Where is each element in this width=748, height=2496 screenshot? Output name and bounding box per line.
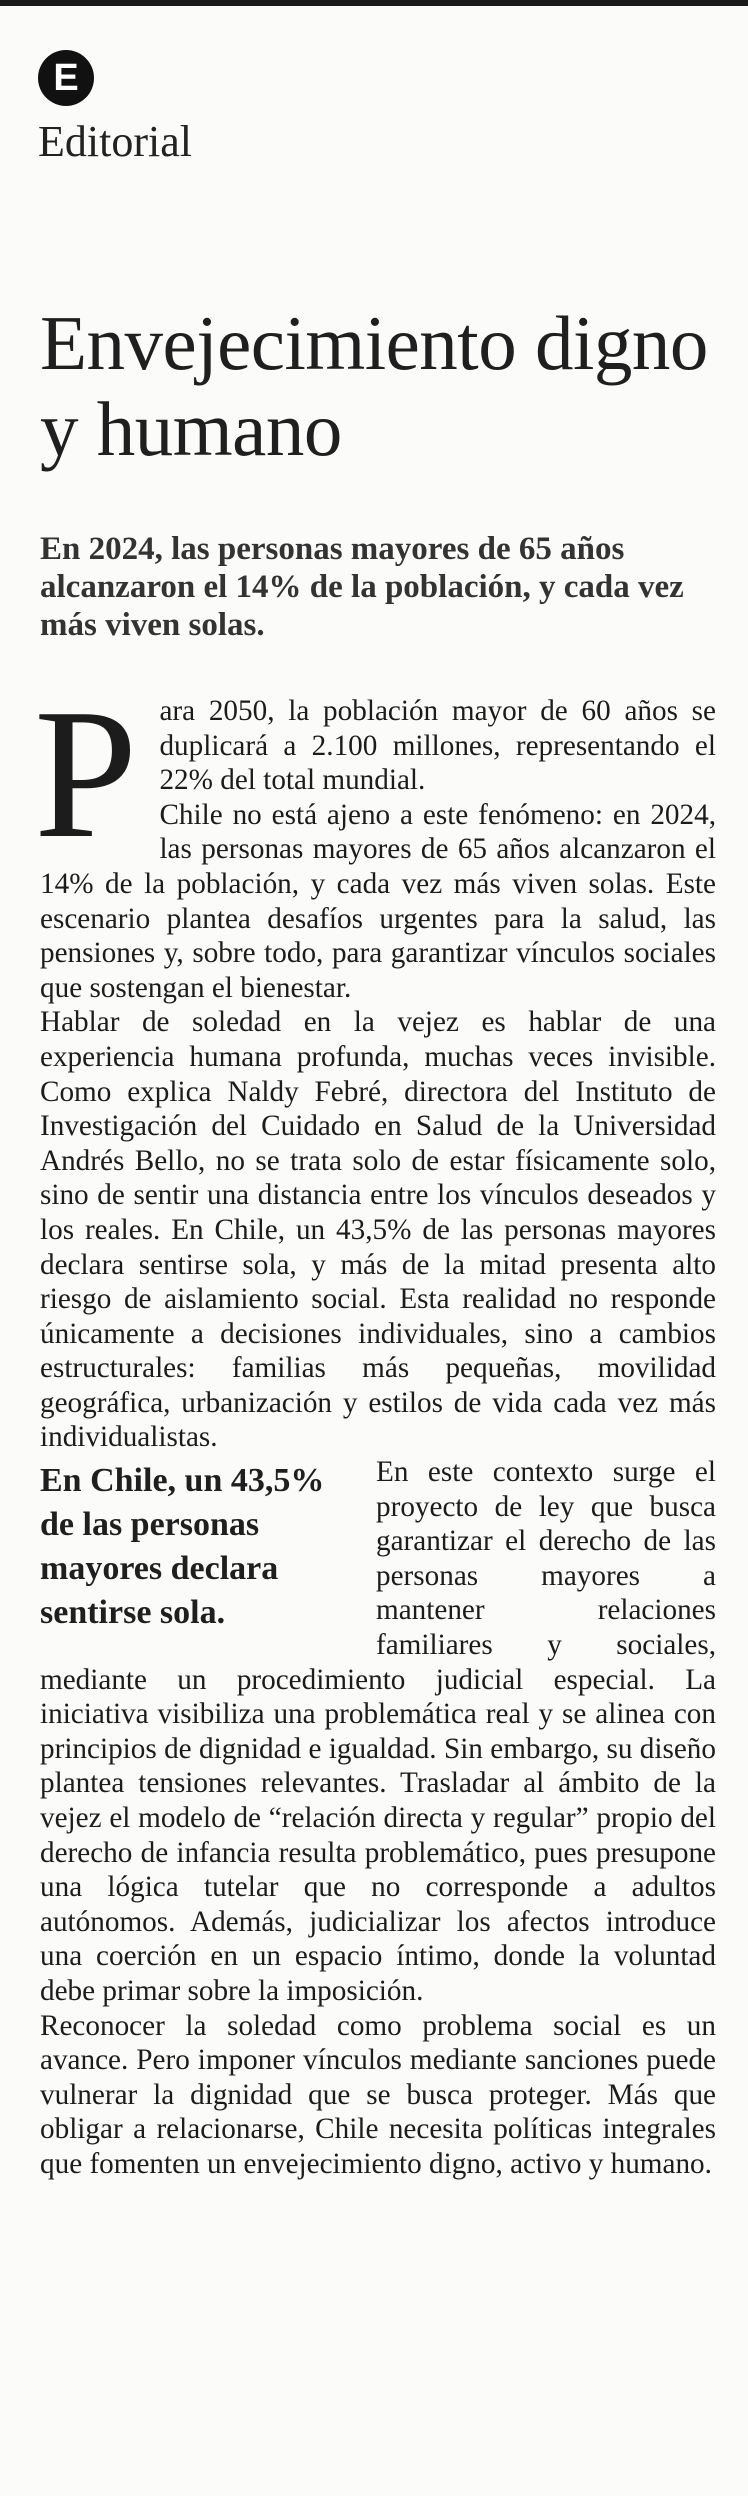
headline: Envejecimiento digno y humano [40,300,708,472]
pull-quote: En Chile, un 43,5% de las personas mayores declara sentirse sola. [40,1462,325,1632]
article-body [34,671,716,2182]
section-label: Editorial [38,117,192,166]
paragraph-3-text: Hablar de soledad en la vejez es hablar de una experiencia humana profunda, muchas veces invisible. Como explica Naldy Febré, directora del Instituto de Investigación del Cuidado en Salud de la Universidad Andrés Bello, no se trata solo de estar físicamente solo, sino de sentir una distancia entre los vínculos deseados y los reales. En Chile, un 43,5% de las personas mayores declara sentirse sola, y más de la mitad presenta alto riesgo de aislamiento social. Esta realidad no responde únicamente a decisiones individuales, sino a cambios estructurales: familias más pequeñas, movilidad geográfica, urbanización y estilos de vida cada vez más individualistas. [40,1006,716,1454]
lede: En 2024, las personas mayores de 65 años alcanzaron el 14% de la población, y cada vez más viven solas. [40,531,684,643]
paragraph-1-text: ara 2050, la población mayor de 60 años se duplicará a 2.100 millones, representando el 22% del total mundial. [159,695,716,797]
section-badge: E [38,50,94,106]
paragraph-3 [40,1005,716,1455]
top-rule [0,0,748,6]
paragraph-4: En este contexto surge el proyecto de ley que busca garantizar el derecho de las personas mayores a mantener relaciones familiares y sociales, mediante un procedimiento judicial especial. La iniciativa visibiliza una problemática real y se alinea con principios de dignidad e igualdad. Sin embargo, su diseño plantea tensiones relevantes. Trasladar al ámbito de la vejez el modelo de “relación directa y regular” propio del derecho de infancia resulta problemático, pues presupone una lógica tutelar que no corresponde a adultos autónomos. Además, judicializar los afectos introduce una coerción en un espacio íntimo, donde la voluntad debe primar sobre la imposición. [40,1456,716,2007]
paragraph-1 [34,671,716,877]
paragraph-2: Chile no está ajeno a este fenómeno: en 2024, las personas mayores de 65 años alcanzaron el 14% de la población, y cada vez más viven solas. Este escenario plantea desafíos urgentes para la salud, las pensiones y, sobre todo, para garantizar vínculos sociales que sostengan el bienestar. [40,798,716,1004]
drop-cap: P [34,671,138,877]
paragraph-5: Reconocer la soledad como problema social es un avance. Pero imponer vínculos mediante sanciones puede vulnerar la dignidad que se busca proteger. Más que obligar a relacionarse, Chile necesita políticas integrales que fomenten un envejecimiento digno, activo y humano. [40,2009,716,2180]
